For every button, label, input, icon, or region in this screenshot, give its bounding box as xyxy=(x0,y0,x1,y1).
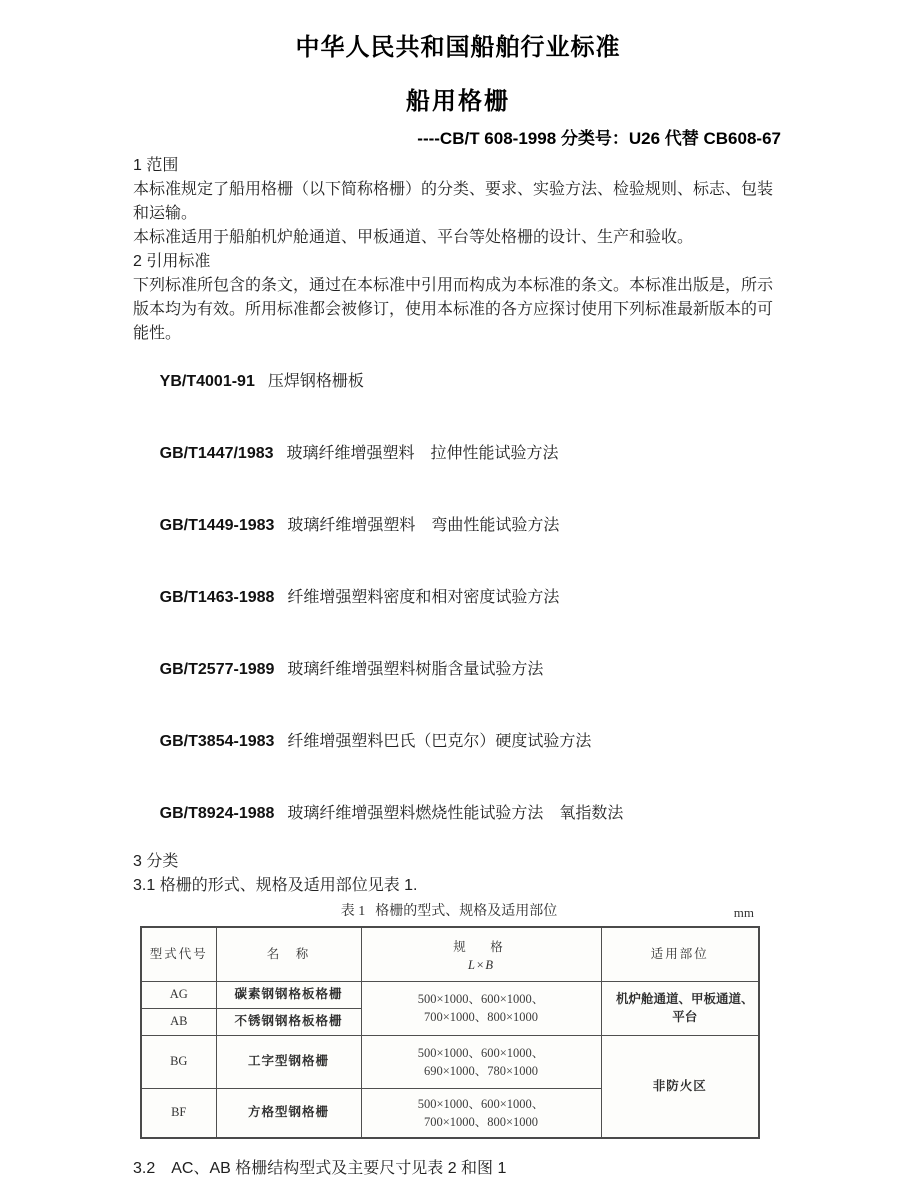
spec-line: 500×1000、600×1000、 xyxy=(417,992,545,1006)
table-1-unit-label: mm xyxy=(733,905,754,920)
header-cell-location: 适用部位 xyxy=(601,927,759,981)
reference-item xyxy=(133,634,783,706)
table-1-caption-text: 格栅的型式、规格及适用部位 xyxy=(375,904,558,919)
reference-code: GB/T1447/1983 xyxy=(159,445,274,462)
table-1-caption-number: 表 1 xyxy=(340,904,366,919)
reference-name: 玻璃纤维增强塑料 拉伸性能试验方法 xyxy=(286,445,559,462)
body-text xyxy=(133,154,783,898)
cell-name-ab: 不锈钢钢格板格栅 xyxy=(216,1008,361,1035)
header-cell-name: 名 称 xyxy=(216,927,361,981)
reference-item xyxy=(133,562,783,634)
spec-line: 690×1000、780×1000 xyxy=(423,1063,539,1078)
header-cell-type-code: 型式代号 xyxy=(141,927,216,981)
reference-code: GB/T1449-1983 xyxy=(159,517,275,534)
reference-code: YB/T4001-91 xyxy=(159,373,255,390)
reference-item xyxy=(133,346,783,418)
cell-name-bf: 方格型钢格栅 xyxy=(216,1088,361,1138)
table-row-ag xyxy=(141,981,759,1008)
cell-spec-bf xyxy=(361,1088,601,1138)
reference-code: GB/T8924-1988 xyxy=(159,805,275,822)
cell-name-ag: 碳素钢钢格板格栅 xyxy=(216,981,361,1008)
reference-item xyxy=(133,418,783,490)
section-1-paragraph-line: 本标准适用于船舶机炉舱通道、甲板通道、平台等处格栅的设计、生产和验收。 xyxy=(133,229,694,246)
cell-code-bg: BG xyxy=(141,1035,216,1088)
cell-spec-ag-ab xyxy=(361,981,601,1035)
spec-line: 500×1000、600×1000、 xyxy=(417,1096,545,1111)
section-2-paragraph-line: 能性。 xyxy=(133,325,182,342)
cell-code-ab: AB xyxy=(141,1008,216,1035)
spec-line: 700×1000、800×1000 xyxy=(423,1010,539,1024)
cell-code-ag: AG xyxy=(141,981,216,1008)
reference-name: 纤维增强塑料密度和相对密度试验方法 xyxy=(287,589,560,606)
reference-name: 玻璃纤维增强塑料树脂含量试验方法 xyxy=(287,661,544,678)
reference-item xyxy=(133,778,783,850)
table-row-bg xyxy=(141,1035,759,1088)
reference-code: GB/T3854-1983 xyxy=(159,733,275,750)
table-1-header-row xyxy=(141,927,759,981)
reference-name: 玻璃纤维增强塑料燃烧性能试验方法 氧指数法 xyxy=(287,805,624,822)
section-2-paragraph-line: 版本均为有效。所用标准都会被修订，使用本标准的各方应探讨使用下列标准最新版本的可 xyxy=(133,301,774,318)
section-1-paragraph-line: 本标准规定了船用格栅（以下简称格栅）的分类、要求、实验方法、检验规则、标志、包装 xyxy=(133,181,774,198)
reference-name: 纤维增强塑料巴氏（巴克尔）硬度试验方法 xyxy=(287,733,592,750)
section-3-1-line: 3.1 格栅的形式、规格及适用部位见表 1. xyxy=(133,877,418,894)
reference-code: GB/T1463-1988 xyxy=(159,589,275,606)
doc-title: 中华人民共和国船舶行业标准 xyxy=(295,34,621,61)
table-1-block xyxy=(140,901,758,1139)
cell-spec-bg xyxy=(361,1035,601,1088)
reference-item xyxy=(133,706,783,778)
section-3-2-line: 3.2 AC、AB 格栅结构型式及主要尺寸见表 2 和图 1 xyxy=(133,1160,507,1177)
section-1-heading: 1 范围 xyxy=(133,157,179,174)
table-1-caption xyxy=(140,901,758,926)
reference-name: 玻璃纤维增强塑料 弯曲性能试验方法 xyxy=(287,517,560,534)
header-cell-spec-title: 规 格 xyxy=(453,939,509,954)
cell-name-bg: 工字型钢格栅 xyxy=(216,1035,361,1088)
reference-name: 压焊钢格栅板 xyxy=(267,373,364,390)
location-line: 平台 xyxy=(672,1010,698,1024)
doc-subtitle: 船用格栅 xyxy=(406,88,510,115)
cell-code-bf: BF xyxy=(141,1088,216,1138)
spec-line: 500×1000、600×1000、 xyxy=(417,1045,545,1060)
header-cell-spec-lxb: L×B xyxy=(467,957,495,972)
header-cell-spec xyxy=(361,927,601,981)
reference-item xyxy=(133,490,783,562)
location-line: 机炉舱通道、甲板通道、 xyxy=(615,992,754,1006)
section-1-paragraph-line: 和运输。 xyxy=(133,205,198,222)
section-2-heading: 2 引用标准 xyxy=(133,253,211,270)
spec-line: 700×1000、800×1000 xyxy=(423,1114,539,1129)
cell-location-ag-ab xyxy=(601,981,759,1035)
document-content xyxy=(133,33,783,1181)
table-1 xyxy=(140,926,760,1139)
standard-designation: ----CB/T 608-1998 分类号：U26 代替 CB608-67 xyxy=(417,129,781,148)
section-3-heading: 3 分类 xyxy=(133,853,179,870)
cell-location-bg-bf: 非防火区 xyxy=(601,1035,759,1138)
section-2-paragraph-line: 下列标准所包含的条文，通过在本标准中引用而构成为本标准的条文。本标准出版是，所示 xyxy=(133,277,774,294)
reference-code: GB/T2577-1989 xyxy=(159,661,275,678)
